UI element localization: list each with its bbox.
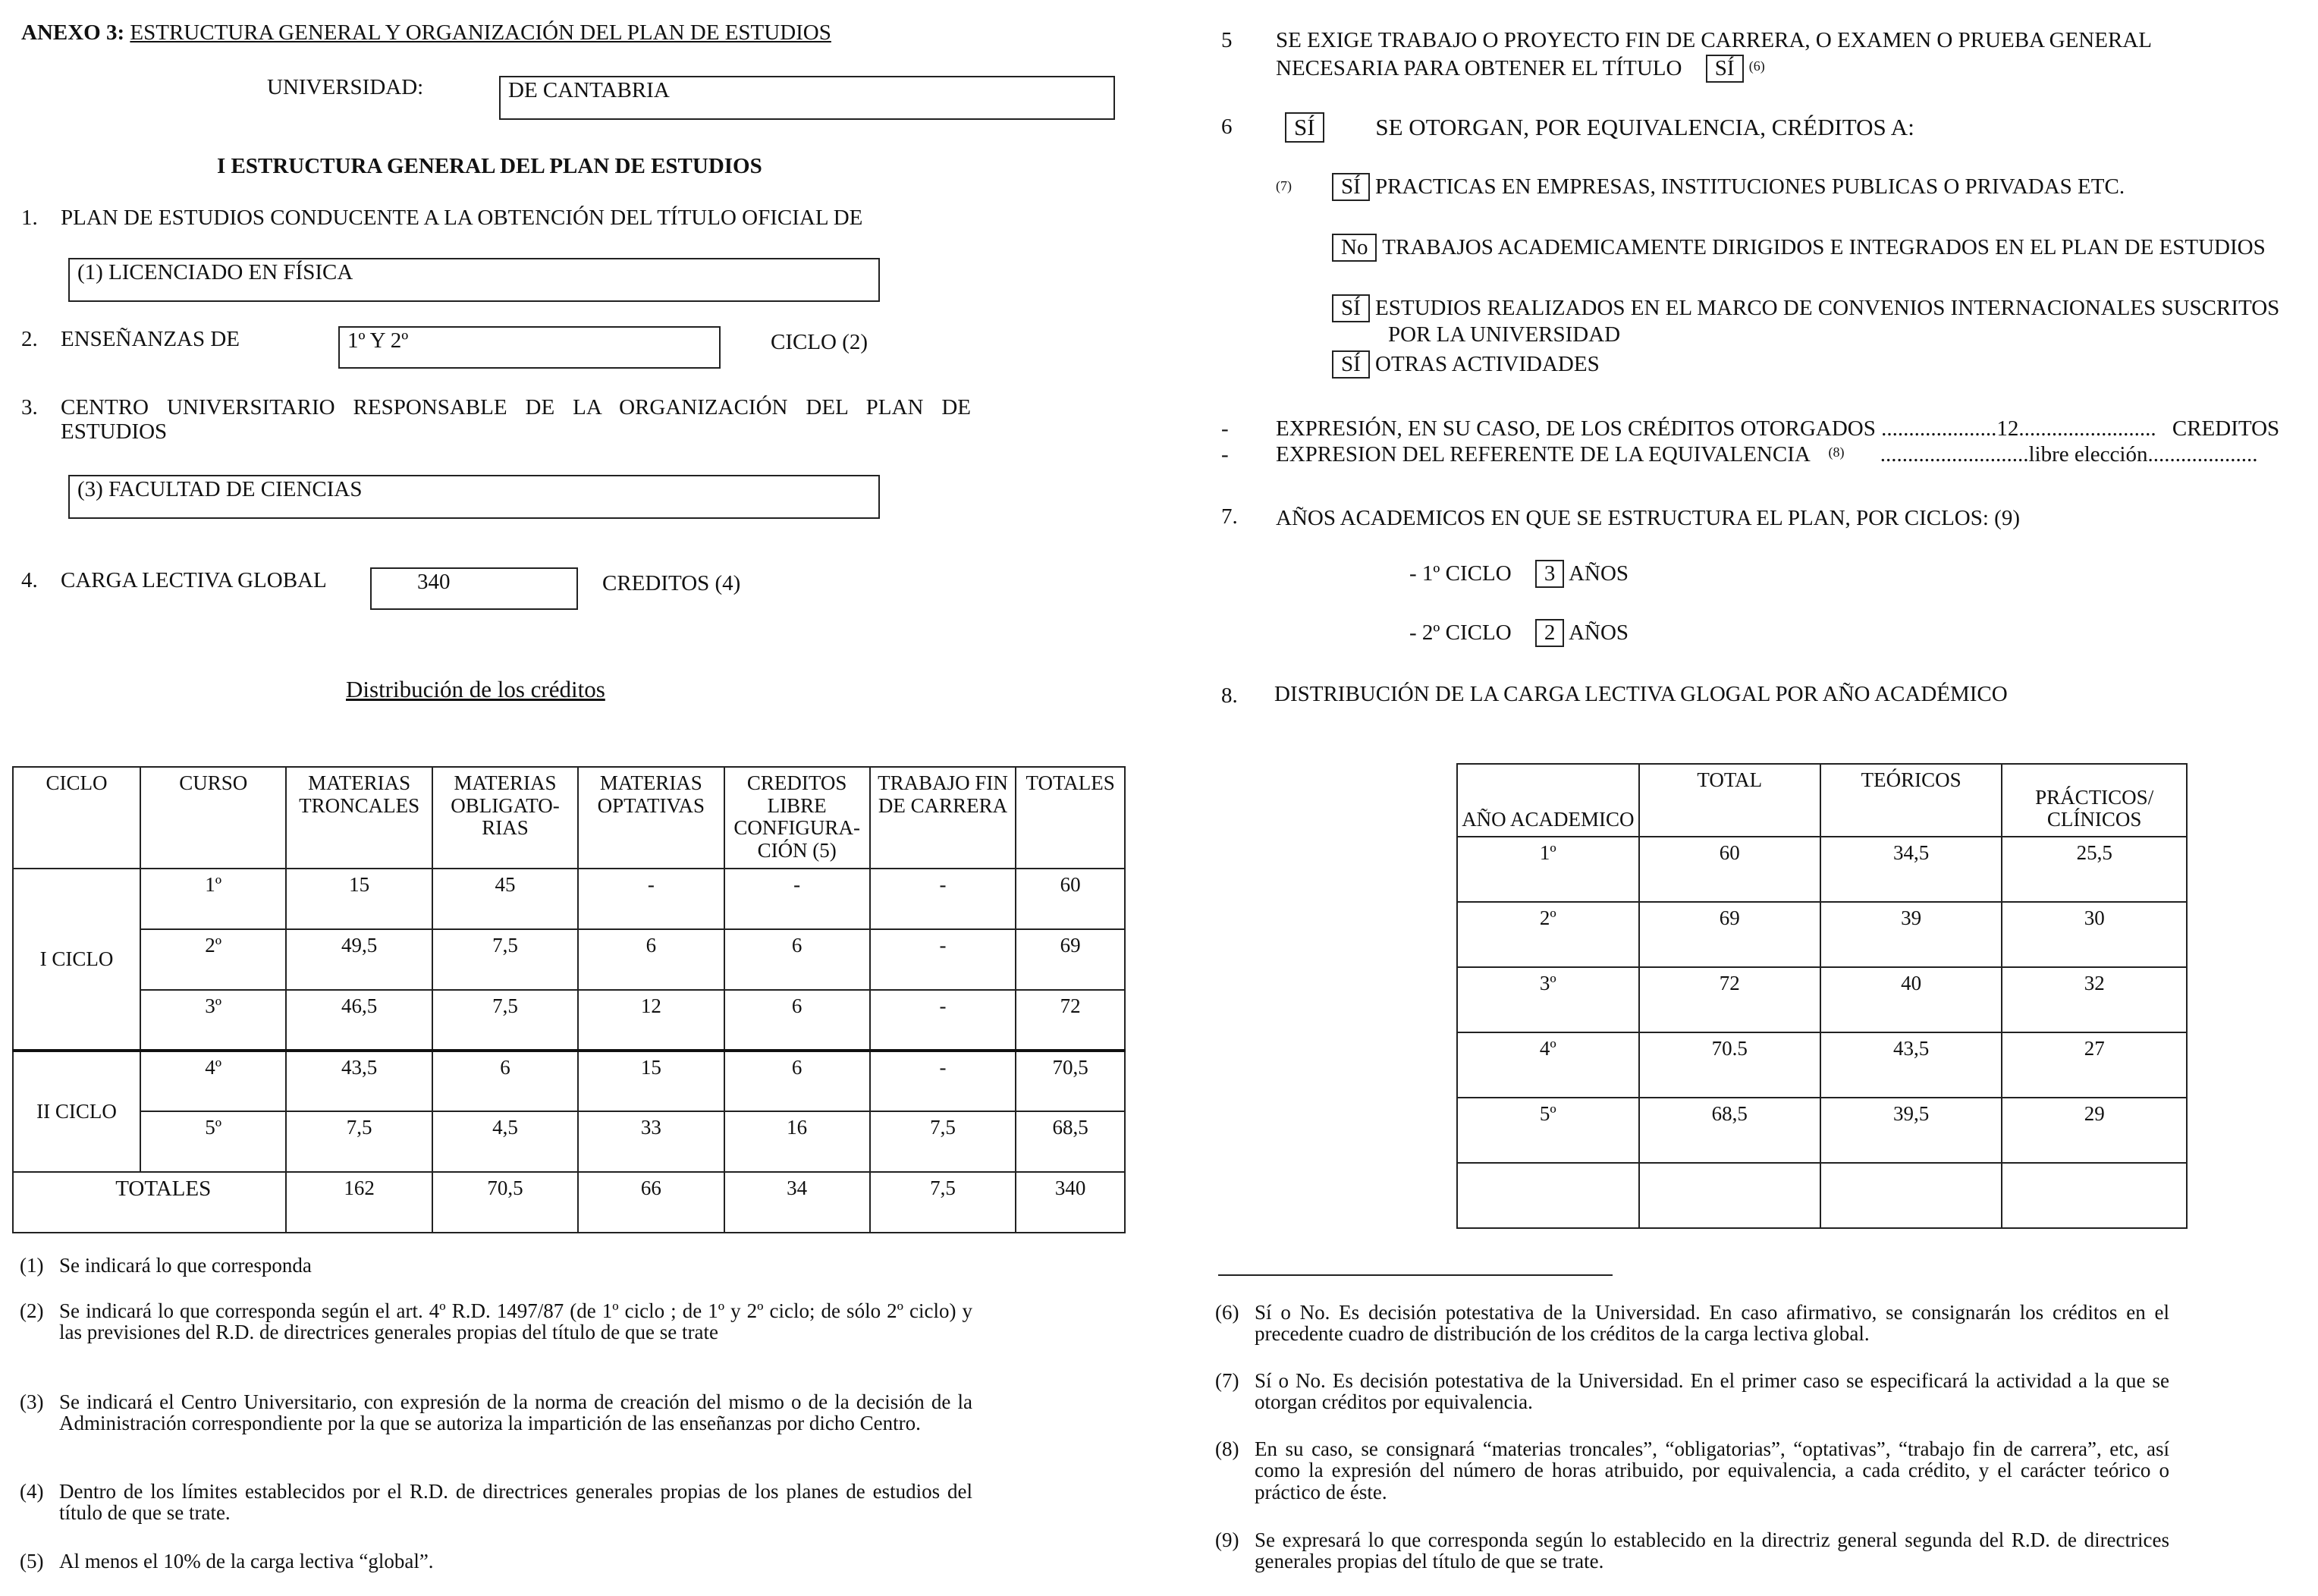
table-row [1457,1032,2187,1098]
footnote-text: Se expresará lo que corresponda según lo establecido en la directriz general segunda del R.D. de directrices generales propias del título de que se trate. [1255,1528,2169,1573]
equivalence-reference-line: EXPRESION DEL REFERENTE DE LA EQUIVALENCIA $^{(8)}$ ...........................libre elección.................... [1276,442,2258,467]
item6-number: 6 [1221,115,1233,139]
table-cell: 34,5 [1820,837,2002,902]
col-header: MATERIAS OPTATIVAS [578,767,724,869]
table-row [1457,1098,2187,1163]
item2-suffix: CICLO (2) [771,330,868,354]
col-header: TOTALES [1016,767,1125,869]
footnote-number: (5) [20,1550,44,1572]
footnote-number: (3) [20,1390,44,1413]
annex-title: ESTRUCTURA GENERAL Y ORGANIZACIÓN DEL PLAN DE ESTUDIOS [130,20,831,45]
table-cell: 4,5 [432,1111,578,1172]
table-cell: - [870,869,1016,929]
table-cell: 2º [1457,902,1639,967]
table-row [13,869,1125,929]
table-cell: 40 [1820,967,2002,1032]
table-cell: - [870,929,1016,990]
table-cell: 72 [1016,990,1125,1051]
table-cell: 72 [1639,967,1820,1032]
table-cell: 32 [2002,967,2187,1032]
footnote [1215,1438,2169,1503]
cycle2-label: - 2º CICLO [1409,620,1512,645]
table-cell: 68,5 [1016,1111,1125,1172]
footnote-text: Dentro de los límites establecidos por el R.D. de directrices generales propias de los planes de estudios del título de que se trate. [59,1480,972,1525]
table-row [1457,902,2187,967]
final-project-field: SÍ [1706,55,1744,83]
cycle1-years-field: 3 [1535,560,1565,588]
cycle-label: I CICLO [13,869,140,1051]
item6-line [1285,112,1914,143]
total-credits-field: 340 [370,567,578,610]
table-cell: 43,5 [286,1051,432,1111]
table-cell: 27 [2002,1032,2187,1098]
table-row-empty [1457,1163,2187,1228]
footnote-text: Se indicará lo que corresponda según el art. 4º R.D. 1497/87 (de 1º ciclo ; de 1º y 2º ciclo; de sólo 2º ciclo) y las previsiones del R.D. de directrices generales propias del título de que se trate [59,1299,972,1344]
table-cell: 34 [724,1172,870,1233]
credits-granted-line: EXPRESIÓN, EN SU CASO, DE LOS CRÉDITOS OTORGADOS .....................12......................... CREDITOS [1276,416,2280,441]
annex-label: ANEXO 3: [21,20,125,45]
col-header: AÑO ACADEMICO [1457,764,1639,837]
item5-number: 5 [1221,28,1233,52]
col-header: TEÓRICOS [1820,764,2002,837]
table-cell: 25,5 [2002,837,2187,902]
col-header: PRÁCTICOS/ CLÍNICOS [2002,764,2187,837]
table-cell: 6 [578,929,724,990]
col-header: CICLO [13,767,140,869]
item6-text: SE OTORGAN, POR EQUIVALENCIA, CRÉDITOS A: [1375,114,1914,140]
footnote [20,1481,972,1524]
table-cell: 66 [578,1172,724,1233]
footnote-number: (9) [1215,1528,1239,1551]
item8-text: DISTRIBUCIÓN DE LA CARGA LECTIVA GLOGAL POR AÑO ACADÉMICO [1274,682,2008,706]
footnote [20,1391,972,1434]
col-header: TRABAJO FIN DE CARRERA [870,767,1016,869]
item7-text: AÑOS ACADEMICOS EN QUE SE ESTRUCTURA EL PLAN, POR CICLOS: (9) [1276,506,2020,530]
footnote-text: Se indicará el Centro Universitario, con expresión de la norma de creación del mismo o de la decisión de la Administración correspondiente por la que se autoriza la impartición de las enseñanzas por dicho Centro. [59,1390,972,1435]
footnote-text: Al menos el 10% de la carga lectiva “global”. [59,1550,434,1572]
table-cell: 6 [432,1051,578,1111]
table-cell: 1º [1457,837,1639,902]
table-cell [1457,1163,1639,1228]
table-cell: 6 [724,929,870,990]
table-cell: 7,5 [432,929,578,990]
cycle1-label: - 1º CICLO [1409,561,1512,586]
directed-work-field: No [1332,234,1377,262]
table-header-row [13,767,1125,869]
table-cell: 39,5 [1820,1098,2002,1163]
col-header: CURSO [140,767,286,869]
item5-text-line2: NECESARIA PARA OBTENER EL TÍTULO [1276,56,1682,80]
footnote [1215,1370,2169,1413]
footnote-number: (4) [20,1480,44,1503]
footnote [20,1255,972,1276]
table-cell: 340 [1016,1172,1125,1233]
table-cell: 16 [724,1111,870,1172]
footnote-number: (1) [20,1254,44,1277]
cycles-field: 1º Y 2º [338,326,721,369]
totals-label: TOTALES [13,1172,286,1233]
table-cell: 69 [1016,929,1125,990]
table-cell: 30 [2002,902,2187,967]
table-cell: 69 [1639,902,1820,967]
directed-work-text: TRABAJOS ACADEMICAMENTE DIRIGIDOS E INTEGRADOS EN EL PLAN DE ESTUDIOS [1382,235,2266,259]
col-header: MATERIAS TRONCALES [286,767,432,869]
dash: - [1221,442,1229,467]
item2-text: ENSEÑANZAS DE [61,327,240,351]
table-cell: 15 [286,869,432,929]
table-cell: 43,5 [1820,1032,2002,1098]
table-cell: 29 [2002,1098,2187,1163]
annex-heading [21,21,831,46]
table-row [13,1051,1125,1111]
footnote-number: (6) [1215,1301,1239,1324]
option-other [1332,350,1600,379]
table-row [1457,967,2187,1032]
item1-number: 1. [21,206,38,230]
table-row [13,929,1125,990]
year-distribution-table [1456,763,2188,1229]
cycle2-years-field: 2 [1535,619,1565,647]
item1-text: PLAN DE ESTUDIOS CONDUCENTE A LA OBTENCIÓN DEL TÍTULO OFICIAL DE [61,206,863,230]
cycle2-years-line [1409,619,1629,647]
item3-number: 3. [21,395,38,419]
cycle1-years-line [1409,560,1629,588]
cycle-label: II CICLO [13,1051,140,1172]
credits-distribution-table [12,766,1126,1233]
table-cell: 6 [724,990,870,1051]
table-cell: 7,5 [432,990,578,1051]
table-cell: 5º [140,1111,286,1172]
table-cell: 70,5 [1016,1051,1125,1111]
item4-suffix: CREDITOS (4) [602,571,741,595]
col-header: MATERIAS OBLIGATO-RIAS [432,767,578,869]
table-cell: 70.5 [1639,1032,1820,1098]
footnote-number: (8) [1215,1437,1239,1460]
footnote-text: En su caso, se consignará “materias troncales”, “obligatorias”, “optativas”, “trabajo fin de carrera”, etc, así como la expresión del número de horas atribuido, por equivalencia, a cada crédito, y el carácter teórico o práctico de éste. [1255,1437,2169,1503]
note-ref: (6) [1748,58,1765,74]
item4-text: CARGA LECTIVA GLOBAL [61,568,327,592]
note-ref: (7) [1276,178,1292,193]
col-header: CREDITOS LIBRE CONFIGURA-CIÓN (5) [724,767,870,869]
item2-number: 2. [21,327,38,351]
equivalence-field: SÍ [1285,112,1324,143]
table-cell: - [724,869,870,929]
table-cell: 4º [140,1051,286,1111]
footnote [1215,1302,2169,1345]
credits-granted-suffix: CREDITOS [2172,416,2280,441]
item5-text-line1: SE EXIGE TRABAJO O PROYECTO FIN DE CARRERA, O EXAMEN O PRUEBA GENERAL [1276,28,2152,52]
table-cell [1820,1163,2002,1228]
table-row [1457,837,2187,902]
other-activities-field: SÍ [1332,350,1370,379]
footnote [1215,1529,2169,1572]
table-cell: 7,5 [286,1111,432,1172]
table-cell: 3º [1457,967,1639,1032]
other-activities-text: OTRAS ACTIVIDADES [1375,352,1600,376]
credits-granted-text: EXPRESIÓN, EN SU CASO, DE LOS CRÉDITOS OTORGADOS [1276,416,1876,441]
years-label: AÑOS [1569,561,1629,586]
table-cell [1639,1163,1820,1228]
table-cell: 2º [140,929,286,990]
table-cell: 46,5 [286,990,432,1051]
table-cell: 15 [578,1051,724,1111]
international-text: ESTUDIOS REALIZADOS EN EL MARCO DE CONVENIOS INTERNACIONALES SUSCRITOS [1375,296,2280,320]
credits-granted-value: 12 [1996,416,2019,441]
footnote-separator [1218,1274,1613,1276]
item3-text: CENTRO UNIVERSITARIO RESPONSABLE DE LA ORGANIZACIÓN DEL PLAN DE ESTUDIOS [61,395,971,444]
table-cell: - [578,869,724,929]
table-header-row [1457,764,2187,837]
university-label: UNIVERSIDAD: [267,75,424,99]
footnote [20,1300,972,1343]
footnote-text: Sí o No. Es decisión potestativa de la Universidad. En caso afirmativo, se consignarán los créditos en el precedente cuadro de distribución de los créditos de la carga lectiva global. [1255,1301,2169,1346]
international-field: SÍ [1332,294,1370,322]
table-cell: - [870,1051,1016,1111]
footnote-text: Sí o No. Es decisión potestativa de la Universidad. En el primer caso se especificará la actividad a la que se otorgan créditos por equivalencia. [1255,1369,2169,1414]
section-title: I ESTRUCTURA GENERAL DEL PLAN DE ESTUDIOS [217,154,762,178]
years-label: AÑOS [1569,620,1629,645]
item4-number: 4. [21,568,38,592]
dash: - [1221,416,1229,441]
table-cell: 3º [140,990,286,1051]
table-cell: 70,5 [432,1172,578,1233]
table-cell: 39 [1820,902,2002,967]
table-cell: 68,5 [1639,1098,1820,1163]
university-field: DE CANTABRIA [499,76,1115,120]
equivalence-reference-text: EXPRESION DEL REFERENTE DE LA EQUIVALENCIA [1276,442,1810,467]
table-cell: 60 [1639,837,1820,902]
table-cell: 6 [724,1051,870,1111]
table-cell: 162 [286,1172,432,1233]
table-cell: 7,5 [870,1172,1016,1233]
table-cell: 12 [578,990,724,1051]
table-cell: 45 [432,869,578,929]
note-ref: (8) [1828,445,1845,460]
distribution-title: Distribución de los créditos [346,676,605,702]
table-cell: 4º [1457,1032,1639,1098]
internships-text: PRACTICAS EN EMPRESAS, INSTITUCIONES PUBLICAS O PRIVADAS ETC. [1375,174,2125,199]
item5-line2 [1276,55,1765,83]
option-international [1332,294,2279,322]
internships-field: SÍ [1332,173,1370,201]
table-row [13,990,1125,1051]
footnote-text: Se indicará lo que corresponda [59,1254,312,1277]
table-cell: 60 [1016,869,1125,929]
col-header: TOTAL [1639,764,1820,837]
item7-number: 7. [1221,504,1238,529]
table-cell [2002,1163,2187,1228]
item8-number: 8. [1221,683,1238,708]
table-row [13,1111,1125,1172]
footnote [20,1550,972,1572]
equivalence-reference-value: libre elección [2028,442,2148,467]
table-cell: 33 [578,1111,724,1172]
option-directed-work [1332,234,2266,262]
totals-row [13,1172,1125,1233]
table-cell: - [870,990,1016,1051]
table-cell: 1º [140,869,286,929]
degree-title-field: (1) LICENCIADO EN FÍSICA [68,258,880,302]
footnote-number: (2) [20,1299,44,1322]
option-internships [1332,173,2125,201]
table-cell: 49,5 [286,929,432,990]
international-text-line2: POR LA UNIVERSIDAD [1388,322,1621,347]
footnote-number: (7) [1215,1369,1239,1392]
table-cell: 5º [1457,1098,1639,1163]
table-cell: 7,5 [870,1111,1016,1172]
center-field: (3) FACULTAD DE CIENCIAS [68,475,880,519]
